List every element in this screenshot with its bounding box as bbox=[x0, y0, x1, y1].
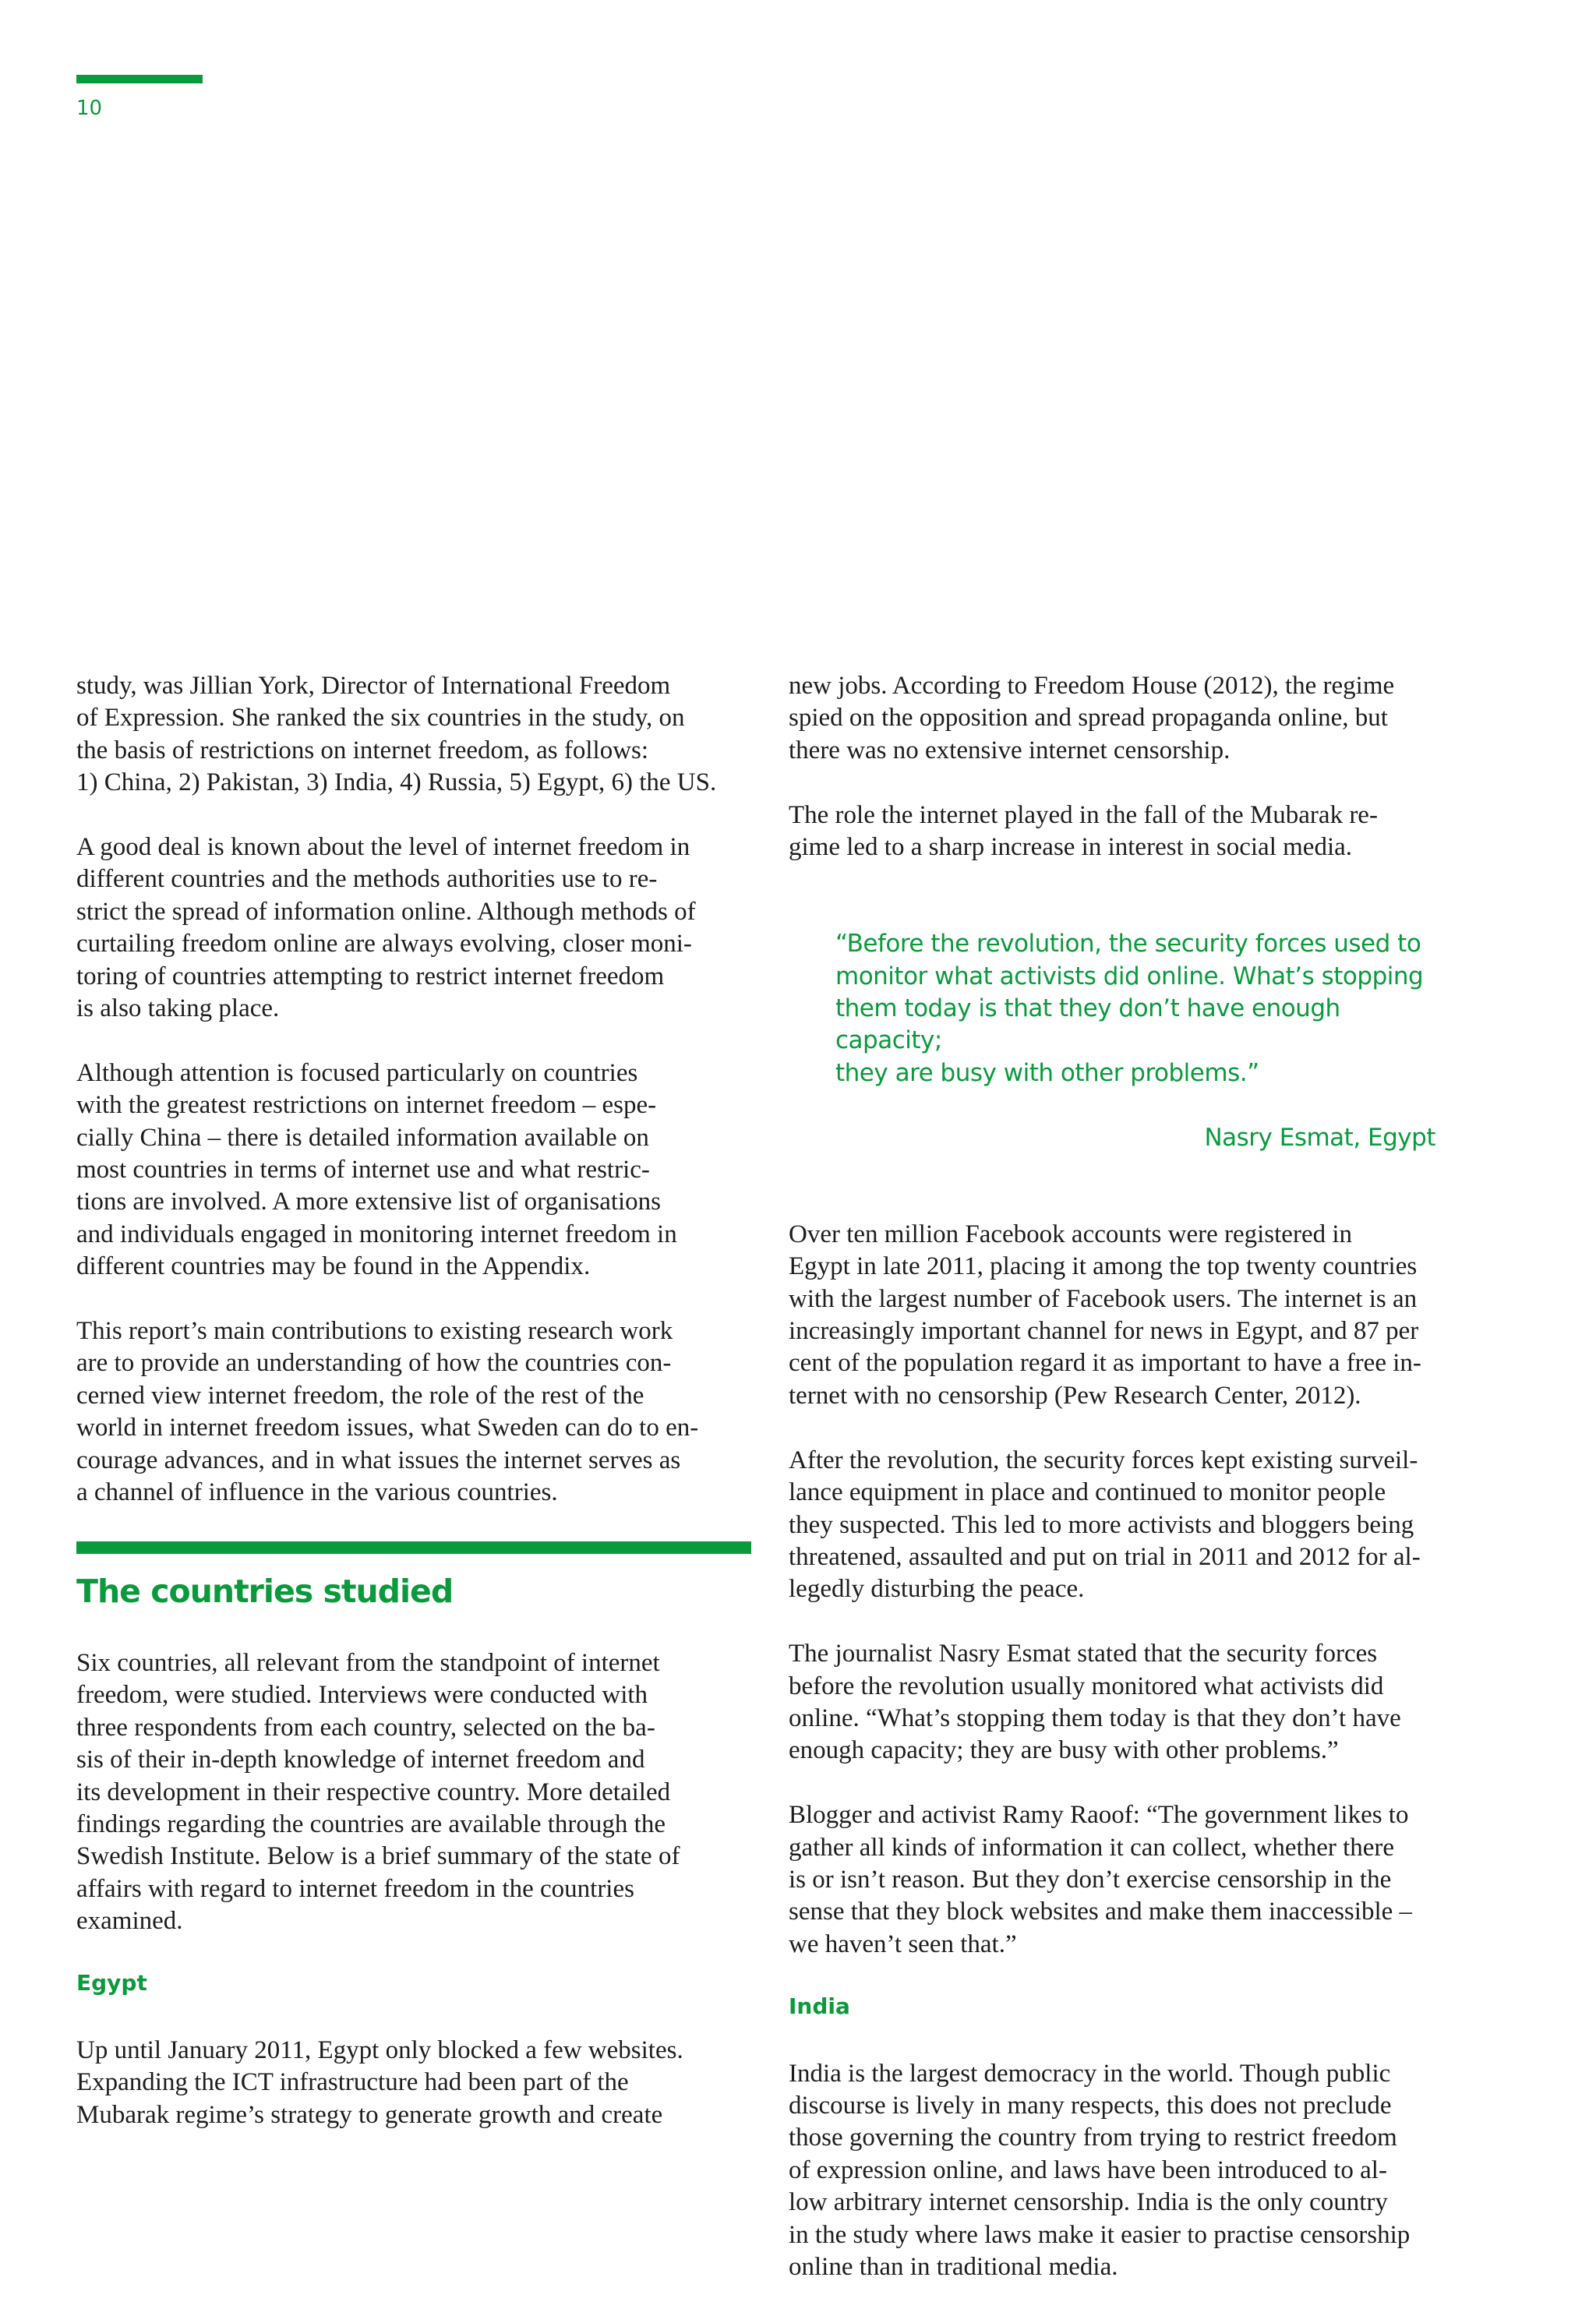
left-column bbox=[76, 670, 754, 2164]
pull-quote-text: “Before the revolution, the security forces used to monitor what activists did online. What’s stopping them today is that they don’t have enough capacity; they are busy with other problems.” bbox=[835, 930, 1424, 1087]
body-paragraph: This report’s main contributions to existing research work are to provide an understanding of how the countries con- cerned view internet freedom, the role of the rest of the world in internet freedom issues, what Sweden can do to en- courage advances, and in what issues the internet serves as a channel of influence in the various countries. bbox=[76, 1317, 699, 1507]
body-paragraph: Although attention is focused particularly on countries with the greatest restrictions on internet freedom – espe- cially China – there is detailed information available on most countries in terms of internet use and what restric- tions are involved. A more extensive list of organisations and individuals engaged in monitoring internet freedom in different countries may be found in the Appendix. bbox=[76, 1058, 677, 1281]
pull-quote-attribution: Nasry Esmat, Egypt bbox=[1204, 1123, 1435, 1152]
body-paragraph: After the revolution, the security forces kept existing surveil- lance equipment in place and continued to monitor people they suspected. This led to more activists and bloggers being threatened, assaulted and put on trial in 2011 and 2012 for al- legedly disturbing the peace. bbox=[789, 1446, 1421, 1604]
pull-quote bbox=[835, 896, 1435, 1187]
section-divider bbox=[76, 1541, 751, 1554]
body-paragraph: Blogger and activist Ramy Raoof: “The government likes to gather all kinds of information it can collect, whether there is or isn’t reason. But they don’t exercise censorship in the sense that they block websites and make them inaccessible – we haven’t seen that.” bbox=[789, 1801, 1413, 1958]
body-paragraph: The journalist Nasry Esmat stated that the security forces before the revolution usually monitored what activists did online. “What’s stopping them today is that they don’t have enough capacity; they are busy with other problems.” bbox=[789, 1640, 1401, 1765]
body-paragraph: new jobs. According to Freedom House (2012), the regime spied on the opposition and spread propaganda online, but there was no extensive internet censorship. bbox=[789, 672, 1395, 764]
body-paragraph: A good deal is known about the level of internet freedom in different countries and the methods authorities use to re- strict the spread of information online. Although methods of curtailing freedom online are always evolving, closer moni- toring of countries attempting to restrict internet freedom is also taking place. bbox=[76, 833, 696, 1023]
body-paragraph: Up until January 2011, Egypt only blocked a few websites. Expanding the ICT infrastructure had been part of the Mubarak regime’s strategy to generate growth and create bbox=[76, 2035, 683, 2129]
subheading-india: India bbox=[789, 1993, 850, 2019]
page-number: 10 bbox=[76, 97, 103, 120]
body-paragraph: India is the largest democracy in the world. Though public discourse is lively in many respects, this does not preclude those governing the country from trying to restrict freedom of expression online, and laws have been introduced to al- low arbitrary internet censorship. India is the only country in the study where laws make it easier to practise censorship online than in traditional media. bbox=[789, 2059, 1411, 2281]
right-column bbox=[789, 670, 1467, 2316]
section-heading: The countries studied bbox=[76, 1572, 454, 1610]
body-paragraph: The role the internet played in the fall of the Mubarak re- gime led to a sharp increase in interest in social media. bbox=[789, 800, 1378, 862]
body-paragraph: Over ten million Facebook accounts were registered in Egypt in late 2011, placing it among the top twenty countries with the largest number of Facebook users. The internet is an increasingly important channel for news in Egypt, and 87 per cent of the population regard it as important to have a free in- ternet with no censorship (Pew Research Center, 2012). bbox=[789, 1220, 1421, 1410]
header-accent-bar bbox=[76, 75, 203, 83]
subheading-egypt: Egypt bbox=[76, 1969, 147, 1996]
body-paragraph: study, was Jillian York, Director of International Freedom of Expression. She ranked the six countries in the study, on the basis of restrictions on internet freedom, as follows: 1) China, 2) Pakistan, 3) India, 4) Russia, 5) Egypt, 6) the US. bbox=[76, 672, 717, 797]
body-paragraph: Six countries, all relevant from the standpoint of internet freedom, were studied. Interviews were conducted with three respondents from each country, selected on the ba- sis of their in-depth knowledge of internet freedom and its development in their respective country. More detailed findings regarding the countries are available through the Swedish Institute. Below is a brief summary of the state of affairs with regard to internet freedom in the countries examined. bbox=[76, 1648, 680, 1936]
